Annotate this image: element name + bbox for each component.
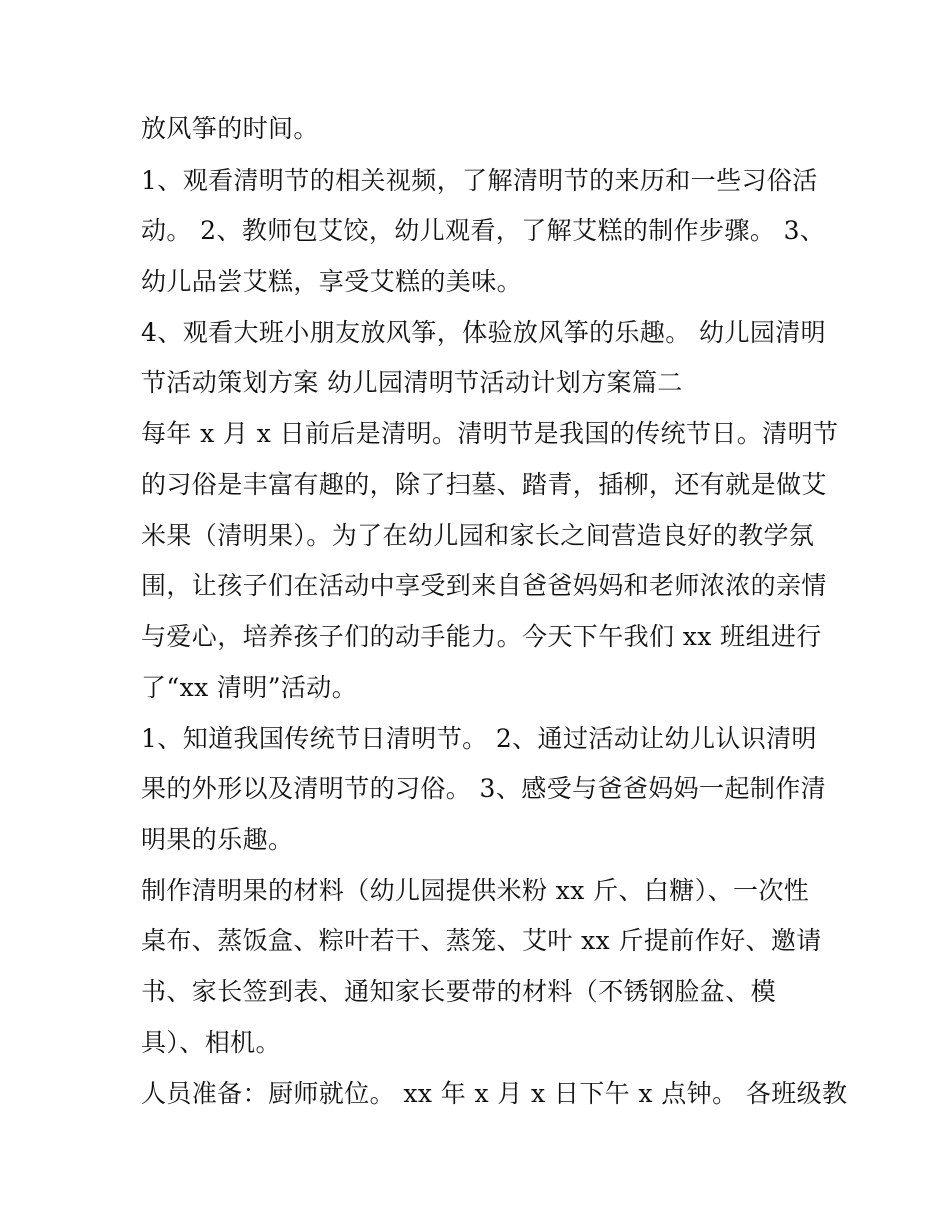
- text-line: 了“xx 清明”活动。: [141, 673, 358, 702]
- text-line: 每年 x 月 x 日前后是清明。清明节是我国的传统节日。清明节: [141, 419, 839, 448]
- text-line: 放风筝的时间。: [141, 114, 319, 143]
- text-line: 米果（清明果）。为了在幼儿园和家长之间营造良好的教学氛: [141, 521, 815, 550]
- text-line: 节活动策划方案 幼儿园清明节活动计划方案篇二: [141, 368, 683, 397]
- text-line: 围，让孩子们在活动中享受到来自爸爸妈妈和老师浓浓的亲情: [141, 571, 827, 600]
- text-line: 明果的乐趣。: [141, 825, 294, 854]
- text-line: 具）、相机。: [141, 1028, 281, 1057]
- text-line: 1、观看清明节的相关视频，了解清明节的来历和一些习俗活: [141, 166, 818, 195]
- text-line: 与爱心，培养孩子们的动手能力。今天下午我们 xx 班组进行: [141, 622, 822, 651]
- text-line: 的习俗是丰富有趣的，除了扫墓、踏青，插柳，还有就是做艾: [141, 470, 827, 499]
- text-line: 制作清明果的材料（幼儿园提供米粉 xx 斤、白糖）、一次性: [141, 876, 810, 905]
- text-line: 4、观看大班小朋友放风筝，体验放风筝的乐趣。 幼儿园清明: [141, 318, 827, 347]
- text-line: 果的外形以及清明节的习俗。 3、感受与爸爸妈妈一起制作清: [141, 774, 827, 803]
- text-line: 1、知道我国传统节日清明节。 2、通过活动让幼儿认识清明: [141, 724, 817, 753]
- text-line: 桌布、蒸饭盒、粽叶若干、蒸笼、艾叶 xx 斤提前作好、邀请: [141, 926, 822, 955]
- text-line: 动。 2、教师包艾饺，幼儿观看，了解艾糕的制作步骤。 3、: [141, 216, 826, 245]
- text-line: 人员准备：厨师就位。 xx 年 x 月 x 日下午 x 点钟。 各班级教: [141, 1079, 848, 1108]
- text-line: 书、家长签到表、通知家长要带的材料（不锈钢脸盆、模: [141, 977, 777, 1006]
- text-line: 幼儿品尝艾糕，享受艾糕的美味。: [141, 267, 523, 296]
